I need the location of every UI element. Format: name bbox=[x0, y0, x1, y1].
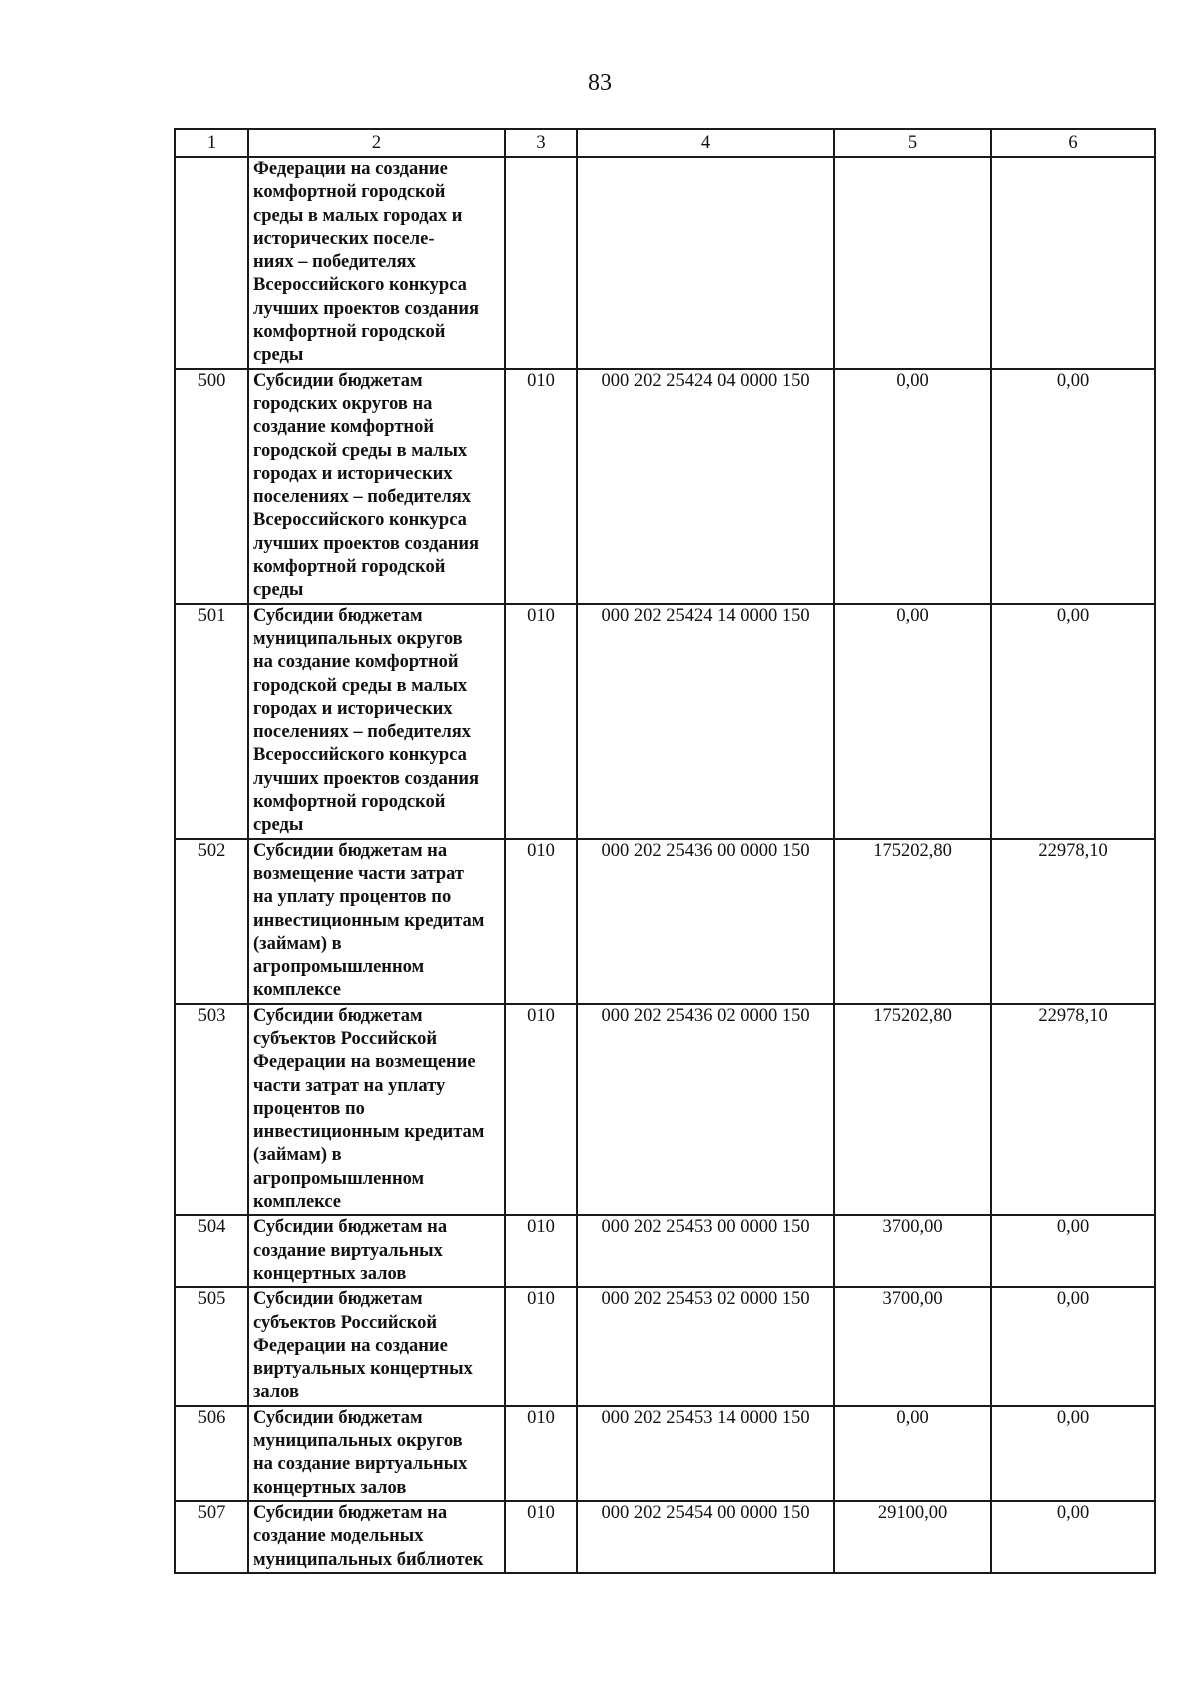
row-admin-code: 010 bbox=[505, 1004, 577, 1216]
row-name-line: на создание комфортной bbox=[253, 652, 459, 673]
row-value-6: 0,00 bbox=[991, 1287, 1155, 1405]
row-value-6: 0,00 bbox=[991, 604, 1155, 839]
row-name-line: агропромышленном bbox=[253, 1168, 425, 1189]
row-name bbox=[248, 1406, 505, 1501]
row-name-line: муниципальных библиотек bbox=[253, 1549, 484, 1570]
table-row bbox=[175, 1004, 1155, 1216]
row-number: 507 bbox=[175, 1501, 248, 1573]
row-admin-code: 010 bbox=[505, 1406, 577, 1501]
row-name-line: создание комфортной bbox=[253, 417, 434, 438]
row-name-line: лучших проектов создания bbox=[253, 298, 480, 319]
row-name-line: Субсидии бюджетам bbox=[253, 1005, 423, 1026]
row-value-6: 0,00 bbox=[991, 1501, 1155, 1573]
page-number: 83 bbox=[588, 70, 612, 96]
row-name-line: среды bbox=[253, 815, 304, 836]
row-name bbox=[248, 604, 505, 839]
row-admin-code: 010 bbox=[505, 1287, 577, 1405]
row-name-line: инвестиционным кредитам bbox=[253, 1122, 485, 1143]
row-value-5: 3700,00 bbox=[834, 1287, 991, 1405]
table-row bbox=[175, 1215, 1155, 1287]
row-budget-code: 000 202 25424 04 0000 150 bbox=[577, 369, 834, 604]
row-name-line: лучших проектов создания bbox=[253, 768, 480, 789]
row-name-line: поселениях – победителях bbox=[253, 722, 472, 743]
row-name bbox=[248, 839, 505, 1004]
row-name-line: среды bbox=[253, 345, 304, 366]
column-header-4: 4 bbox=[577, 129, 834, 157]
table-row bbox=[175, 1287, 1155, 1405]
row-name-line: возмещение части затрат bbox=[253, 863, 465, 884]
row-name-line: комплексе bbox=[253, 1192, 342, 1213]
row-name bbox=[248, 157, 505, 369]
row-name-line: исторических поселе- bbox=[253, 228, 435, 249]
row-name bbox=[248, 1215, 505, 1287]
row-admin-code: 010 bbox=[505, 369, 577, 604]
row-name-line: городской среды в малых bbox=[253, 440, 468, 461]
row-name-line: комплексе bbox=[253, 980, 342, 1001]
row-name-line: Федерации на возмещение bbox=[253, 1052, 476, 1073]
row-name-line: муниципальных округов bbox=[253, 628, 463, 649]
row-admin-code: 010 bbox=[505, 839, 577, 1004]
row-name-line: Субсидии бюджетам на bbox=[253, 1502, 448, 1523]
row-name-line: агропромышленном bbox=[253, 957, 425, 978]
row-value-6: 22978,10 bbox=[991, 839, 1155, 1004]
row-name-line: Всероссийского конкурса bbox=[253, 745, 467, 766]
table-row bbox=[175, 157, 1155, 369]
row-name-line: виртуальных концертных bbox=[253, 1359, 473, 1380]
row-name-line: создание модельных bbox=[253, 1526, 424, 1547]
row-name-line: Субсидии бюджетам на bbox=[253, 1217, 448, 1238]
row-name-line: городах и исторических bbox=[253, 698, 453, 719]
row-budget-code: 000 202 25424 14 0000 150 bbox=[577, 604, 834, 839]
row-value-5: 175202,80 bbox=[834, 1004, 991, 1216]
row-value-5: 175202,80 bbox=[834, 839, 991, 1004]
row-budget-code: 000 202 25453 00 0000 150 bbox=[577, 1215, 834, 1287]
row-value-6: 22978,10 bbox=[991, 1004, 1155, 1216]
row-value-6: 0,00 bbox=[991, 1406, 1155, 1501]
row-name-line: субъектов Российской bbox=[253, 1028, 438, 1049]
row-name-line: Субсидии бюджетам bbox=[253, 1289, 423, 1310]
row-name-line: Субсидии бюджетам bbox=[253, 1407, 423, 1428]
row-name-line: концертных залов bbox=[253, 1263, 407, 1284]
column-header-3: 3 bbox=[505, 129, 577, 157]
row-number: 506 bbox=[175, 1406, 248, 1501]
table-row bbox=[175, 839, 1155, 1004]
table-row bbox=[175, 604, 1155, 839]
row-name-line: городских округов на bbox=[253, 393, 433, 414]
column-header-6: 6 bbox=[991, 129, 1155, 157]
row-admin-code: 010 bbox=[505, 1501, 577, 1573]
row-budget-code: 000 202 25436 02 0000 150 bbox=[577, 1004, 834, 1216]
row-value-6: 0,00 bbox=[991, 1215, 1155, 1287]
row-number: 503 bbox=[175, 1004, 248, 1216]
row-name-line: лучших проектов создания bbox=[253, 533, 480, 554]
row-name-line: (займам) в bbox=[253, 1145, 342, 1166]
row-admin-code: 010 bbox=[505, 604, 577, 839]
row-name-line: процентов по bbox=[253, 1098, 365, 1119]
column-header-5: 5 bbox=[834, 129, 991, 157]
row-name-line: инвестиционным кредитам bbox=[253, 910, 485, 931]
row-name-line: среды в малых городах и bbox=[253, 205, 463, 226]
row-name-line: Субсидии бюджетам bbox=[253, 370, 423, 391]
row-budget-code: 000 202 25453 14 0000 150 bbox=[577, 1406, 834, 1501]
row-name-line: поселениях – победителях bbox=[253, 487, 472, 508]
table-row bbox=[175, 1501, 1155, 1573]
row-name-line: на создание виртуальных bbox=[253, 1454, 468, 1475]
row-number: 504 bbox=[175, 1215, 248, 1287]
row-name-line: среды bbox=[253, 580, 304, 601]
row-number: 502 bbox=[175, 839, 248, 1004]
row-name-line: городской среды в малых bbox=[253, 675, 468, 696]
row-name-line: на уплату процентов по bbox=[253, 887, 452, 908]
row-name-line: ниях – победителях bbox=[253, 252, 416, 273]
row-name-line: Субсидии бюджетам bbox=[253, 605, 423, 626]
column-header-1: 1 bbox=[175, 129, 248, 157]
row-name-line: Субсидии бюджетам на bbox=[253, 840, 448, 861]
row-name-line: части затрат на уплату bbox=[253, 1075, 446, 1096]
row-value-5 bbox=[834, 157, 991, 369]
budget-table bbox=[174, 128, 1156, 1574]
row-name-line: комфортной городской bbox=[253, 557, 446, 578]
row-admin-code: 010 bbox=[505, 1215, 577, 1287]
row-name-line: субъектов Российской bbox=[253, 1312, 438, 1333]
row-name-line: комфортной городской bbox=[253, 182, 446, 203]
row-budget-code bbox=[577, 157, 834, 369]
row-value-6: 0,00 bbox=[991, 369, 1155, 604]
row-name-line: муниципальных округов bbox=[253, 1431, 463, 1452]
row-name-line: комфортной городской bbox=[253, 792, 446, 813]
column-header-2: 2 bbox=[248, 129, 505, 157]
row-name-line: Всероссийского конкурса bbox=[253, 275, 467, 296]
table-row bbox=[175, 369, 1155, 604]
row-name-line: Федерации на создание bbox=[253, 159, 448, 179]
row-value-5: 0,00 bbox=[834, 1406, 991, 1501]
row-name-line: создание виртуальных bbox=[253, 1240, 443, 1261]
row-number: 500 bbox=[175, 369, 248, 604]
row-name-line: залов bbox=[253, 1382, 300, 1403]
row-number: 501 bbox=[175, 604, 248, 839]
row-name-line: Федерации на создание bbox=[253, 1335, 448, 1356]
row-name bbox=[248, 1004, 505, 1216]
row-name-line: концертных залов bbox=[253, 1477, 407, 1498]
row-admin-code bbox=[505, 157, 577, 369]
row-budget-code: 000 202 25454 00 0000 150 bbox=[577, 1501, 834, 1573]
row-value-5: 3700,00 bbox=[834, 1215, 991, 1287]
row-budget-code: 000 202 25453 02 0000 150 bbox=[577, 1287, 834, 1405]
row-name-line: комфортной городской bbox=[253, 322, 446, 343]
row-name-line: Всероссийского конкурса bbox=[253, 510, 467, 531]
row-value-5: 0,00 bbox=[834, 604, 991, 839]
row-value-5: 29100,00 bbox=[834, 1501, 991, 1573]
row-budget-code: 000 202 25436 00 0000 150 bbox=[577, 839, 834, 1004]
table-body bbox=[175, 157, 1155, 1573]
row-name-line: городах и исторических bbox=[253, 463, 453, 484]
row-name bbox=[248, 369, 505, 604]
row-number: 505 bbox=[175, 1287, 248, 1405]
row-value-6 bbox=[991, 157, 1155, 369]
table-header-row bbox=[175, 129, 1155, 157]
row-name-line: (займам) в bbox=[253, 933, 342, 954]
row-value-5: 0,00 bbox=[834, 369, 991, 604]
row-name bbox=[248, 1501, 505, 1573]
table-row bbox=[175, 1406, 1155, 1501]
row-number bbox=[175, 157, 248, 369]
row-name bbox=[248, 1287, 505, 1405]
